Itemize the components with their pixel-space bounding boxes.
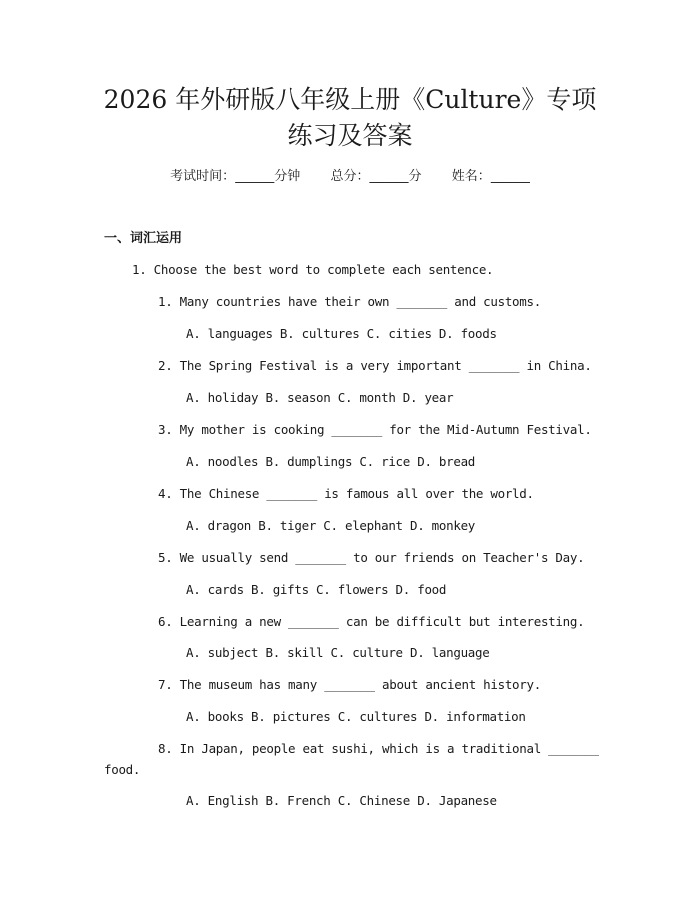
options-3: A. noodles B. dumplings C. rice D. bread — [186, 454, 476, 469]
time-unit: 分钟 — [274, 169, 301, 184]
exercise-instruction: 1. Choose the best word to complete each sentence. — [132, 262, 494, 277]
question-2: 2. The Spring Festival is a very important _______ in China. — [158, 358, 592, 373]
options-1: A. languages B. cultures C. cities D. foods — [186, 326, 497, 341]
time-blank: ______ — [235, 169, 275, 184]
question-5: 5. We usually send _______ to our friends on Teacher's Day. — [158, 550, 585, 565]
options-2: A. holiday B. season C. month D. year — [186, 390, 454, 405]
options-7: A. books B. pictures C. cultures D. information — [186, 709, 526, 724]
options-4: A. dragon B. tiger C. elephant D. monkey — [186, 518, 476, 533]
page-title-line1: 2026 年外研版八年级上册《Culture》专项 — [103, 85, 597, 114]
question-3: 3. My mother is cooking _______ for the Mid-Autumn Festival. — [158, 422, 592, 437]
question-4: 4. The Chinese _______ is famous all over the world. — [158, 486, 534, 501]
options-8: A. English B. French C. Chinese D. Japanese — [186, 793, 497, 808]
time-label: 考试时间： — [170, 169, 236, 184]
question-6: 6. Learning a new _______ can be difficult but interesting. — [158, 614, 585, 629]
score-blank: ______ — [369, 169, 409, 184]
question-1: 1. Many countries have their own _______ and customs. — [158, 294, 541, 309]
question-7: 7. The museum has many _______ about ancient history. — [158, 677, 541, 692]
score-label: 总分： — [330, 169, 370, 184]
name-label: 姓名： — [451, 169, 491, 184]
section-title: 一、词汇运用 — [104, 231, 183, 246]
score-unit: 分 — [408, 169, 422, 184]
page-title-line2: 练习及答案 — [287, 121, 413, 150]
question-8: 8. In Japan, people eat sushi, which is a traditional _______ — [158, 741, 599, 756]
exam-meta — [0, 168, 700, 186]
options-6: A. subject B. skill C. culture D. language — [186, 645, 490, 660]
options-5: A. cards B. gifts C. flowers D. food — [186, 582, 447, 597]
question-8-continuation: food. — [104, 762, 141, 777]
name-blank: ______ — [490, 169, 530, 184]
